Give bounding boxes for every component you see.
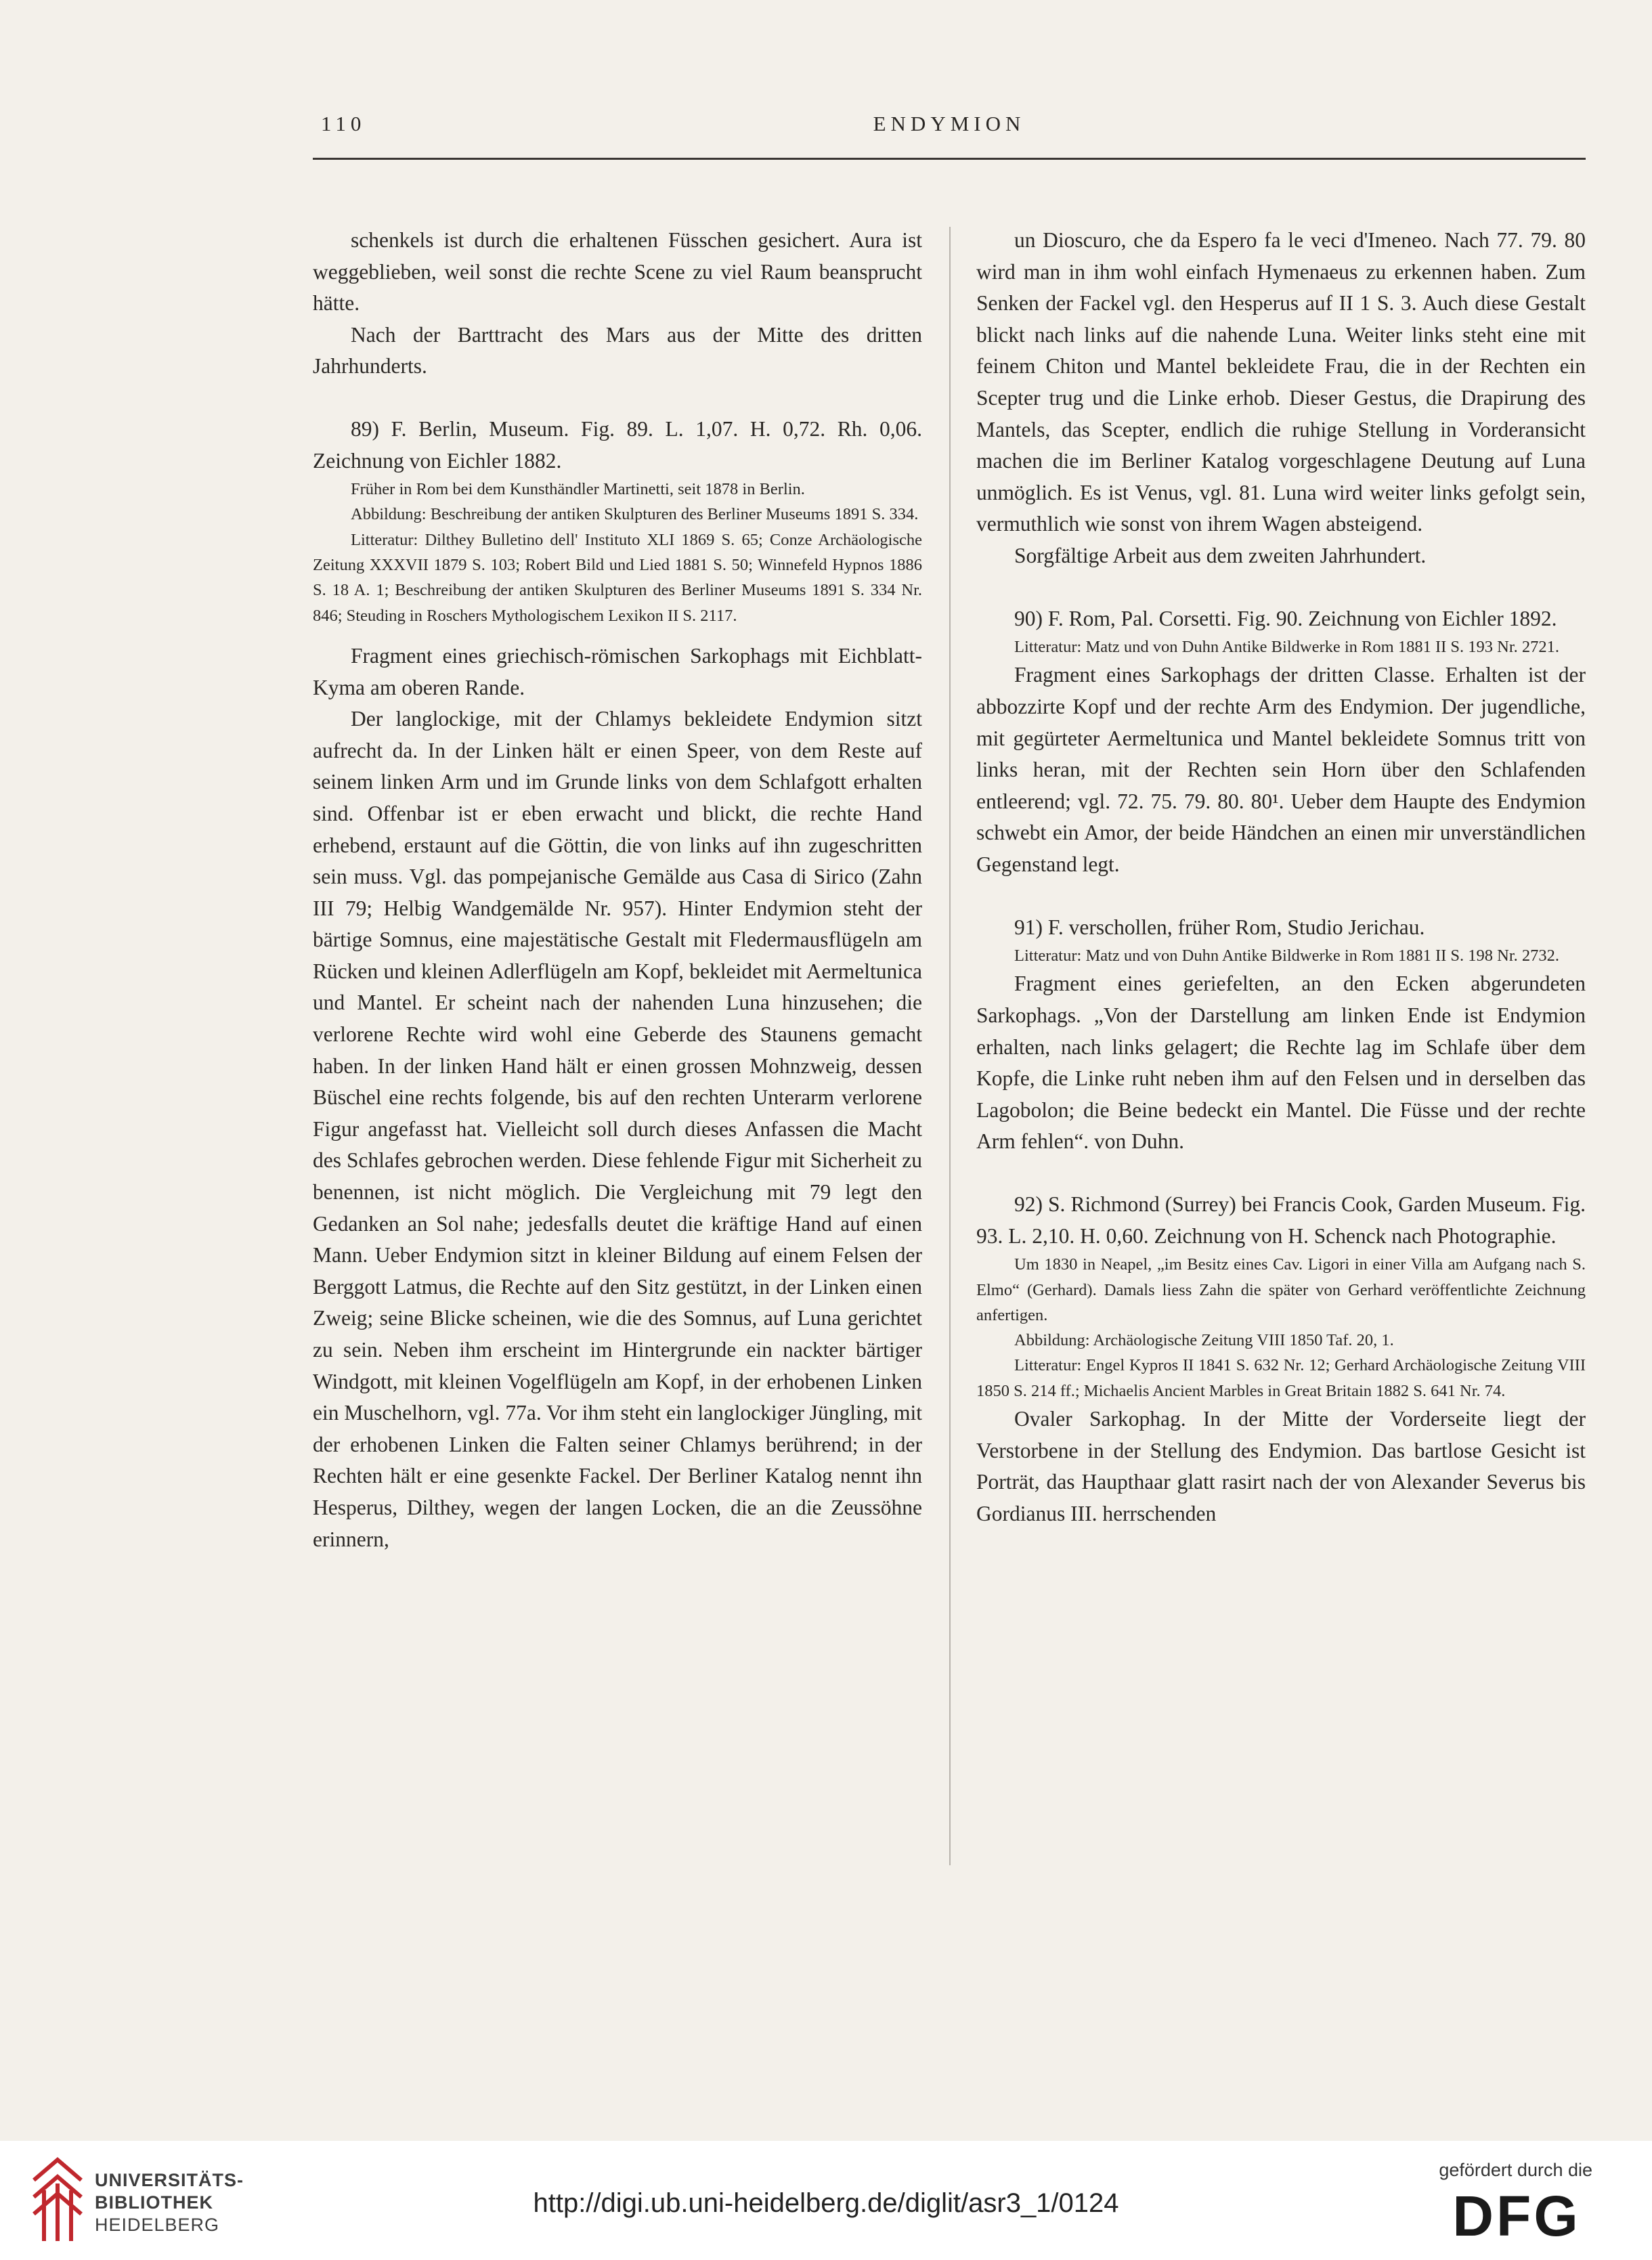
bibliographic-note: Litteratur: Dilthey Bulletino dell' Instituto XLI 1869 S. 65; Conze Archäologische Zeitung XXXVII 1879 S. 103; Robert Bild und Lied 1881 S. 50; Winnefeld Hypnos 1886 S. 18 A. 1; Beschreibung der antiken Skulpturen des Berliner Museums 1891 S. 334 Nr. 846; Steuding in Roschers Mythologischem Lexikon II S. 2117. [313, 530, 922, 625]
body-paragraph: Sorgfältige Arbeit aus dem zweiten Jahrhundert. [1014, 543, 1427, 567]
body-paragraph: schenkels ist durch die erhaltenen Füsschen gesichert. Aura ist weggeblieben, weil sonst die rechte Scene zu viel Raum beansprucht hätte. [313, 228, 922, 316]
viewer-footer [0, 2141, 1652, 2260]
university-library-name: UNIVERSITÄTS- BIBLIOTHEK HEIDELBERG [95, 2170, 244, 2235]
bibliographic-note: Um 1830 in Neapel, „im Besitz eines Cav. Ligori in einer Villa am Aufgang nach S. Elmo“ (Gerhard). Damals liess Zahn die später von Gerhard veröffentlichte Zeichnung anfertigen. [976, 1255, 1586, 1324]
paragraph-spacer [976, 1158, 1586, 1189]
sponsor-label: gefördert durch die [1439, 2160, 1592, 2180]
paragraph-spacer [976, 881, 1586, 912]
body-paragraph: Fragment eines geriefelten, an den Ecken abgerundeten Sarkophags. „Von der Darstellung am linken Ende ist Endymion erhalten, nach links gelagert; die Rechte lag im Schlafe über dem Kopfe, die Linke ruht neben ihm auf den Felsen und in derselben das Lagobolon; die Beine bedeckt ein Mantel. Die Füsse und der rechte Arm fehlen“. von Duhn. [976, 972, 1586, 1154]
catalog-entry-heading: 89) F. Berlin, Museum. Fig. 89. L. 1,07. H. 0,72. Rh. 0,06. Zeichnung von Eichler 1882. [313, 416, 922, 473]
dfg-logo-icon [1435, 2190, 1598, 2241]
bibliographic-note: Litteratur: Matz und von Duhn Antike Bildwerke in Rom 1881 II S. 198 Nr. 2732. [1014, 947, 1560, 965]
catalog-entry-heading: 90) F. Rom, Pal. Corsetti. Fig. 90. Zeichnung von Eichler 1892. [1014, 606, 1557, 630]
paragraph-spacer [313, 383, 922, 414]
body-paragraph: Ovaler Sarkophag. In der Mitte der Vorderseite liegt der Verstorbene in der Stellung des Endymion. Das bartlose Gesicht ist Porträt, das Haupthaar glatt rasirt nach der von Alexander Severus bis Gordianus III. herrschenden [976, 1407, 1586, 1525]
body-paragraph: Nach der Barttracht des Mars aus der Mitte des dritten Jahrhunderts. [313, 322, 922, 378]
bibliographic-note: Früher in Rom bei dem Kunsthändler Martinetti, seit 1878 in Berlin. [351, 480, 805, 499]
svg-text:DFG: DFG [1452, 2190, 1581, 2241]
header-rule [313, 158, 1586, 160]
body-paragraph: un Dioscuro, che da Espero fa le veci d'Imeneo. Nach 77. 79. 80 wird man in ihm wohl einfach Hymenaeus zu erkennen haben. Zum Senken der Fackel vgl. den Hesperus auf II 1 S. 3. Auch diese Gestalt blickt nach links auf die nahende Luna. Weiter links steht eine mit feinem Chiton und Mantel bekleidete Frau, die in der Rechten ein Scepter trug und die Linke erhob. Dieser Gestus, die Drapirung des Mantels, das Scepter, endlich die ruhige Stellung in Vorderansicht machen die im Berliner Katalog vorgeschlagene Deutung auf Luna unmöglich. Es ist Venus, vgl. 81. Luna wird weiter links gefolgt sein, vermuthlich wie sonst von ihrem Wagen absteigend. [976, 228, 1586, 536]
running-title: ENDYMION [873, 112, 1026, 135]
column-divider [949, 227, 951, 1865]
body-paragraph: Fragment eines Sarkophags der dritten Classe. Erhalten ist der abbozzirte Kopf und der rechte Arm des Endymion. Der jugendliche, mit gegürteter Aermeltunica und Mantel bekleidete Somnus tritt von links heran, mit der Rechten sein Horn über den Schlafenden entleerend; vgl. 72. 75. 79. 80. 80¹. Ueber dem Haupte des Endymion schwebt ein Amor, der beide Händchen an einen mir unverständlichen Gegenstand legt. [976, 663, 1586, 876]
paragraph-spacer [976, 572, 1586, 603]
paragraph-spacer [313, 628, 922, 640]
running-header [313, 112, 1586, 144]
page-number: 110 [321, 112, 366, 135]
catalog-entry-heading: 91) F. verschollen, früher Rom, Studio Jerichau. [1014, 915, 1425, 939]
right-column [976, 225, 1586, 1529]
body-paragraph: Fragment eines griechisch-römischen Sarkophags mit Eichblatt-Kyma am oberen Rande. [313, 643, 922, 699]
body-paragraph: Der langlockige, mit der Chlamys bekleidete Endymion sitzt aufrecht da. In der Linken hält er einen Speer, von dem Reste auf seinem linken Arm und im Grunde links von dem Schlafgott erhalten sind. Offenbar ist er eben erwacht und blickt, die rechte Hand erhebend, erstaunt auf die Göttin, die von links auf ihn zugeschritten sein muss. Vgl. das pompejanische Gemälde aus Casa di Sirico (Zahn III 79; Helbig Wandgemälde Nr. 957). Hinter Endymion steht der bärtige Somnus, eine majestätische Gestalt mit Fledermausflügeln am Rücken und kleinen Adlerflügeln am Kopf, bekleidet mit Aermeltunica und Mantel. Er scheint nach der nahenden Luna hinzusehen; die verlorene Rechte wird wohl eine Geberde des Staunens gemacht haben. In der linken Hand hält er einen grossen Mohnzweig, dessen Büschel eine rechts folgende, bis auf den rechten Unterarm verlorene Figur angefasst hat. Vielleicht soll durch dieses Anfassen die Macht des Schlafes gebrochen werden. Diese fehlende Figur mit Sicherheit zu benennen, ist nicht möglich. Die Vergleichung mit 79 legt den Gedanken an Sol nahe; jedesfalls deutet die kräftige Hand auf einen Mann. Ueber Endymion sitzt in kleiner Bildung auf einem Felsen der Berggott Latmus, die Rechte auf den Sitz gestützt, in der Linken einen Zweig; seine Blicke scheinen, wie die des Somnus, auf Luna gerichtet zu sein. Neben ihm erscheint im Hintergrunde ein nackter bärtiger Windgott, mit kleinen Vogelflügeln am Kopf, in der erhobenen Linken ein Muschelhorn, vgl. 77a. Vor ihm steht ein langlockiger Jüngling, mit der erhobenen Linken die Falten seiner Chlamys berührend; in der Rechten hält er eine gesenkte Fackel. Der Berliner Katalog nennt ihn Hesperus, Dilthey, wegen der langen Locken, die an die Zeussöhne erinnern, [313, 707, 922, 1551]
digital-copy-url[interactable]: http://digi.ub.uni-heidelberg.de/diglit/asr3_1/0124 [533, 2188, 1119, 2218]
left-column [313, 225, 922, 1555]
bibliographic-note: Litteratur: Matz und von Duhn Antike Bildwerke in Rom 1881 II S. 193 Nr. 2721. [1014, 638, 1560, 657]
bibliographic-note: Abbildung: Beschreibung der antiken Skulpturen des Berliner Museums 1891 S. 334. [351, 505, 919, 524]
bibliographic-note: Abbildung: Archäologische Zeitung VIII 1850 Taf. 20, 1. [1014, 1331, 1394, 1350]
catalog-entry-heading: 92) S. Richmond (Surrey) bei Francis Cook, Garden Museum. Fig. 93. L. 2,10. H. 0,60. Zeichnung von H. Schenck nach Photographie. [976, 1192, 1586, 1248]
bibliographic-note: Litteratur: Engel Kypros II 1841 S. 632 Nr. 12; Gerhard Archäologische Zeitung VIII 1850 S. 214 ff.; Michaelis Ancient Marbles in Great Britain 1882 S. 641 Nr. 74. [976, 1356, 1586, 1400]
